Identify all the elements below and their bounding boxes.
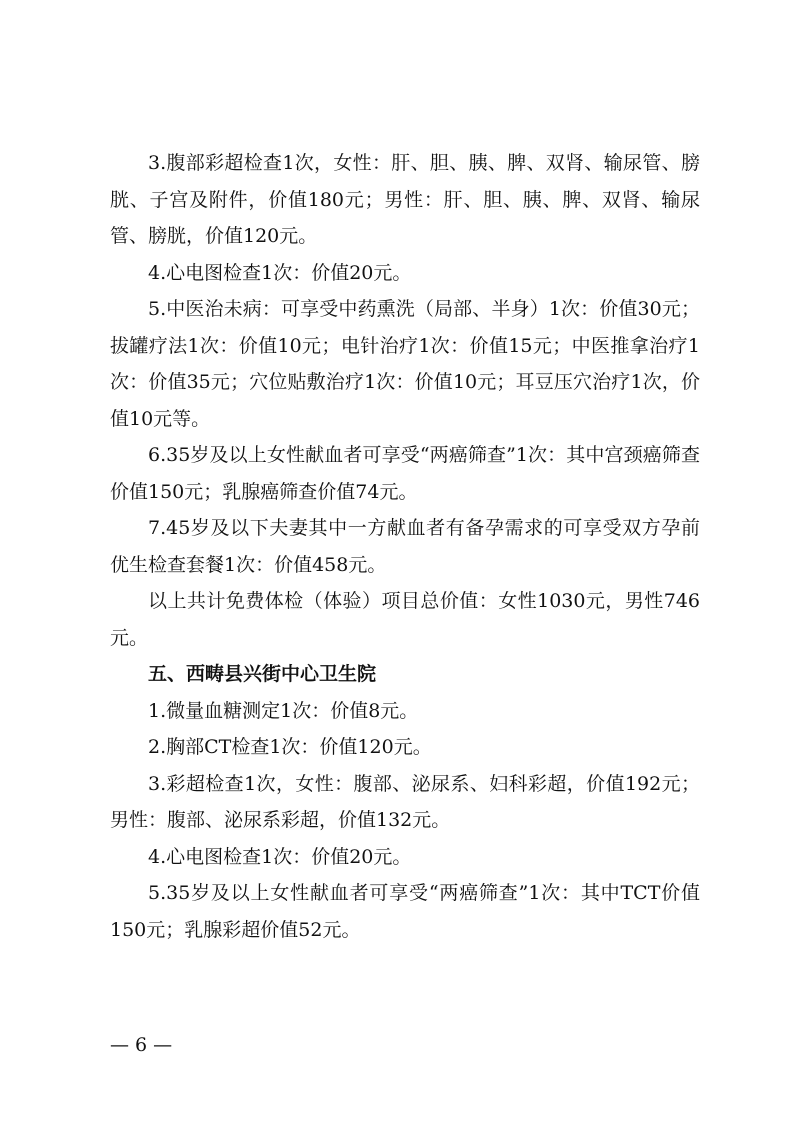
item-ecg: 4.心电图检查1次：价值20元。 (148, 261, 412, 284)
item-two-cancer-screening-2: 5.35岁及以上女性献血者可享受“两癌筛查”1次：其中TCT价值150元；乳腺彩超价值52元。 (110, 882, 700, 941)
item-tcm-prevention: 5.中医治未病：可享受中药熏洗（局部、半身）1次：价值30元；拔罐疗法1次：价值10元；电针治疗1次：价值15元；中医推拿治疗1次：价值35元；穴位贴敷治疗1次：价值10元；耳豆压穴治疗1次，价值10元等。 (110, 298, 700, 430)
document-body (110, 145, 700, 948)
item-abdominal-ultrasound: 3.腹部彩超检查1次，女性：肝、胆、胰、脾、双肾、输尿管、膀胱、子宫及附件，价值180元；男性：肝、胆、胰、脾、双肾、输尿管、膀胱，价值120元。 (110, 152, 700, 247)
item-chest-ct: 2.胸部CT检查1次：价值120元。 (148, 736, 432, 758)
item-preconception-check: 7.45岁及以下夫妻其中一方献血者有备孕需求的可享受双方孕前优生检查套餐1次：价值458元。 (110, 517, 700, 576)
section-heading: 五、西畴县兴街中心卫生院 (148, 663, 377, 685)
item-two-cancer-screening: 6.35岁及以上女性献血者可享受“两癌筛查”1次：其中宫颈癌筛查价值150元；乳腺癌筛查价值74元。 (110, 444, 700, 503)
item-color-ultrasound: 3.彩超检查1次，女性：腹部、泌尿系、妇科彩超，价值192元；男性：腹部、泌尿系彩超，价值132元。 (110, 772, 700, 831)
total-value-summary: 以上共计免费体检（体验）项目总价值：女性1030元，男性746元。 (110, 590, 700, 649)
item-ecg-2: 4.心电图检查1次：价值20元。 (148, 845, 412, 868)
page-number: — 6 — (110, 1034, 173, 1056)
item-blood-glucose: 1.微量血糖测定1次：价值8元。 (148, 699, 419, 722)
